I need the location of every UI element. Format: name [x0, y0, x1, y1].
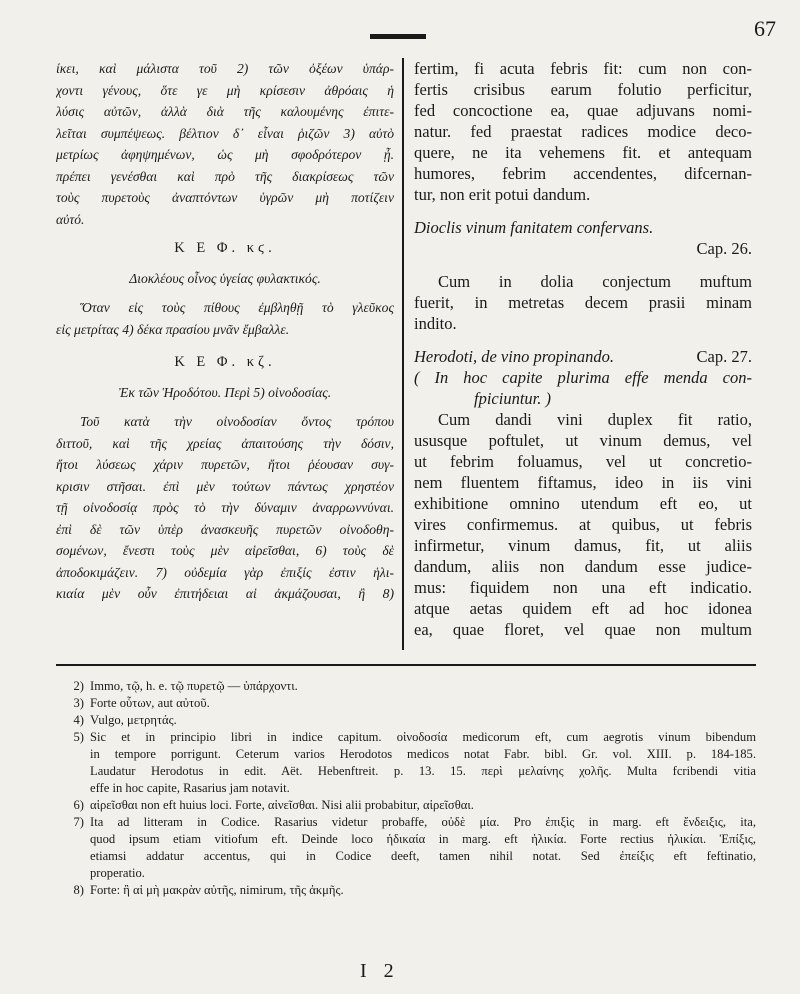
text-line: exhibitione omnino utendum eft eo, ut: [414, 494, 752, 513]
column-divider: [402, 58, 404, 650]
text-line: humores, febrim accendentes, difcernan-: [414, 164, 752, 183]
footnote-number: 6): [73, 798, 84, 812]
greek-paragraph-2: [56, 297, 394, 340]
page-number: 67: [754, 16, 776, 41]
footnote-line: in tempore porrigunt. Ceterum varios Herodotos medicos notat Fabr. bibl. Gr. vol. XIII. p. 184-185.: [90, 747, 756, 761]
chapter-title: Διοκλέους οἶνος ὑγείας φυλακτικός.: [129, 270, 321, 286]
text-line: ususque poftulet, ut vinum demus, vel: [414, 431, 752, 450]
text-line: Ὅταν εἰς τοὺς πίθους ἐμβληθῇ τὸ γλεῦκος: [80, 300, 394, 315]
chapter-label: Cap. 27.: [696, 347, 752, 366]
footnote-line: Sic et in principio libri in indice capitum. οἰνοδοσία medicorum eft, cum aegrotis vinum bibendum: [90, 730, 756, 744]
text-line: ea, quae floret, vel quae non multum: [414, 620, 752, 639]
text-line: χοντι γένους, ὅτε γε μὴ κρίσεσιν ἀθρόαις ἡ: [56, 82, 394, 98]
chapter-title: Dioclis vinum fanitatem confervans.: [414, 218, 654, 237]
footnote-line: effe in hoc capite, Rasarius jam notavit.: [90, 781, 290, 795]
footnote-number: 2): [73, 679, 84, 693]
footnote: [44, 712, 756, 729]
footnote-line: Forte: ἢ αἱ μὴ μακρὰν αὐτῆς, nimirum, τῆς ἀκμῆς.: [90, 883, 344, 897]
text-line: fuerit, in metretas decem prasii minam: [414, 293, 752, 312]
text-line: ἤτοι λύσεως χάριν πυρετῶν, ἤτοι ῥέουσαν συγ-: [56, 457, 394, 472]
text-line: εἰς μετρίτας 4) δέκα πρασίου μνᾶν ἔμβαλλε.: [56, 321, 290, 337]
footnote-rule: [56, 664, 756, 666]
footnote: [44, 729, 756, 797]
text-line: ( In hoc capite plurima effe menda con-: [414, 368, 752, 387]
footnote-line: Vulgo, μετρητάς.: [90, 713, 177, 727]
text-line: κρισιν στῆσαι. ἐπὶ μὲν τούτων πάντως χρηστέον: [56, 478, 394, 494]
signature-mark: I 2: [360, 960, 400, 982]
footnote-line: Ita ad litteram in Codice. Rasarius videtur probaffe, οὐδὲ μία. Pro ἐπιξὶς in marg. eft ἔνδειξις, ita,: [90, 815, 756, 829]
text-line: fertim, fi acuta febris fit: cum non con-: [414, 59, 752, 78]
latin-paragraph-3: [414, 409, 752, 640]
chapter-heading: Κ Ε Φ. κζ.: [174, 354, 276, 370]
footnote-line: Laudatur Herodotus in edit. Aët. Hebenftreit. p. 13. 15. περὶ μελαίνης χολῆς. Multa fcribendi vitia: [90, 764, 756, 778]
text-line: Τοῦ κατὰ τὴν οἰνοδοσίαν ὄντος τρόπου: [80, 414, 394, 429]
text-line: τοὺς πυρετοὺς ἀναπτόντων ὑγρῶν μὴ ποτίζειν: [56, 190, 394, 205]
text-line: λύσις αὐτῶν, ἀλλὰ διὰ τῆς καλουμένης ἐπιτε-: [56, 104, 394, 119]
text-line: infirmetur, vinum damus, fit, ut aliis: [414, 536, 752, 555]
text-line: quere, ne ita vehemens fit. et antequam: [414, 143, 752, 162]
text-line: natur. fed praestat radices modice deco-: [414, 122, 752, 141]
footnote-line: quod ipsum etiam vitiofum eft. Deinde loco ἡδικαία in marg. eft ἡλικία. Forte rectius ἡλικίαι. Ἐπίξις,: [90, 832, 756, 846]
text-line: fpiciuntur. ): [474, 389, 551, 408]
text-line: ἐπὶ δὲ τῶν ὑπὲρ ἀνασκευῆς πυρετῶν οἰνοδοθη-: [56, 521, 394, 537]
text-line: ut febrim foluamus, vel ut concretio-: [414, 452, 752, 471]
text-line: ἀποδοκιμάζειν. 7) οὐδεμία γὰρ ἐπιξίς ἐστιν ἡλι-: [56, 564, 394, 580]
text-line: dandum, aliis non dandum esse judice-: [414, 557, 752, 576]
chapter-label: Cap. 26.: [696, 239, 752, 258]
text-line: mus: fiquidem non una eft indicatio.: [414, 578, 752, 597]
text-line: τῇ οἰνοδοσίᾳ πρὸς τὸ τὴν δύναμιν ἀναρρωννύναι.: [56, 500, 394, 515]
footnote: [44, 882, 756, 899]
text-line: indito.: [414, 314, 457, 333]
latin-paragraph-1: [414, 58, 752, 205]
footnote-number: 3): [73, 696, 84, 710]
footnote: [44, 797, 756, 814]
text-line: διττοῦ, καὶ τῆς χρείας ἀπαιτούσης τὴν δόσιν,: [56, 435, 394, 451]
footnote-line: Forte οὗτων, aut αὐτοῦ.: [90, 696, 210, 710]
text-line: tur, non erit potui dandum.: [414, 185, 591, 204]
text-line: μετρίως ἀφηψημένων, ὡς μὴ σφοδρότερον ᾖ.: [56, 147, 394, 162]
text-line: fed concoctione ea, quae adjuvans nomi-: [414, 101, 752, 120]
footnote: [44, 695, 756, 712]
footnote: [44, 814, 756, 882]
footnote-number: 7): [73, 815, 84, 829]
chapter-heading-row: [414, 346, 752, 367]
header-rule: [370, 34, 426, 39]
chapter-heading: Κ Ε Φ. κϛ.: [174, 240, 276, 256]
text-line: αὐτό.: [56, 211, 85, 227]
text-line: vires confirmemus. at quibus, ut febris: [414, 515, 752, 534]
chapter-title: Ἐκ τῶν Ἡροδότου. Περὶ 5) οἰνοδοσίας.: [118, 384, 332, 400]
footnote: [44, 678, 756, 695]
footnote-line: αἱρεῖσθαι non eft huius loci. Forte, αἰνεῖσθαι. Nisi alii probabitur, αἱρεῖσθαι.: [90, 798, 474, 812]
text-line: πρέπει γενέσθαι καὶ πρὸ τῆς διακρίσεως τῶν: [56, 168, 394, 184]
text-line: Cum in dolia conjectum muftum: [438, 272, 752, 291]
text-line: nem fluentem fiftamus, ideo in iis vini: [414, 473, 752, 492]
footnote-number: 4): [73, 713, 84, 727]
text-line: σομένων, ἔνεστι τοὺς μὲν αἱρεῖσθαι, 6) τοὺς δὲ: [56, 543, 394, 558]
greek-paragraph-3: [56, 411, 394, 605]
latin-paragraph-2: [414, 271, 752, 334]
chapter-title: Herodoti, de vino propinando.: [414, 347, 614, 366]
text-line: fertis crisibus earum folutio perficitur,: [414, 80, 752, 99]
text-line: κιαία μὲν οὖν ἐπιτήδειαι αἱ ἀκμάζουσαι, ἢ 8): [56, 586, 394, 601]
chapter-note: [414, 367, 752, 409]
footnote-number: 5): [73, 730, 84, 744]
text-line: atque aetas quidem eft ad hoc idonea: [414, 599, 752, 618]
greek-paragraph-1: [56, 58, 394, 230]
text-line: Cum dandi vini duplex fit ratio,: [438, 410, 752, 429]
footnote-line: Immo, τῷ, h. e. τῷ πυρετῷ — ὑπάρχοντι.: [90, 679, 298, 693]
footnote-number: 8): [73, 883, 84, 897]
latin-column: [414, 58, 752, 640]
footnote-line: properatio.: [90, 866, 145, 880]
footnote-line: etiamsi addatur accentus, qui in Codice deeft, tamen nihil notat. Sed ἐπείξις eft feftinatio,: [90, 849, 756, 863]
footnotes: [44, 678, 756, 899]
text-line: ίκει, καὶ μάλιστα τοῦ 2) τῶν ὀξέων ὑπάρ-: [56, 61, 394, 76]
text-line: λεῖται συμπέψεως. βέλτιον δ᾽ εἶναι ῥιζῶν 3) αὐτὸ: [56, 125, 394, 141]
greek-column: [56, 58, 394, 605]
